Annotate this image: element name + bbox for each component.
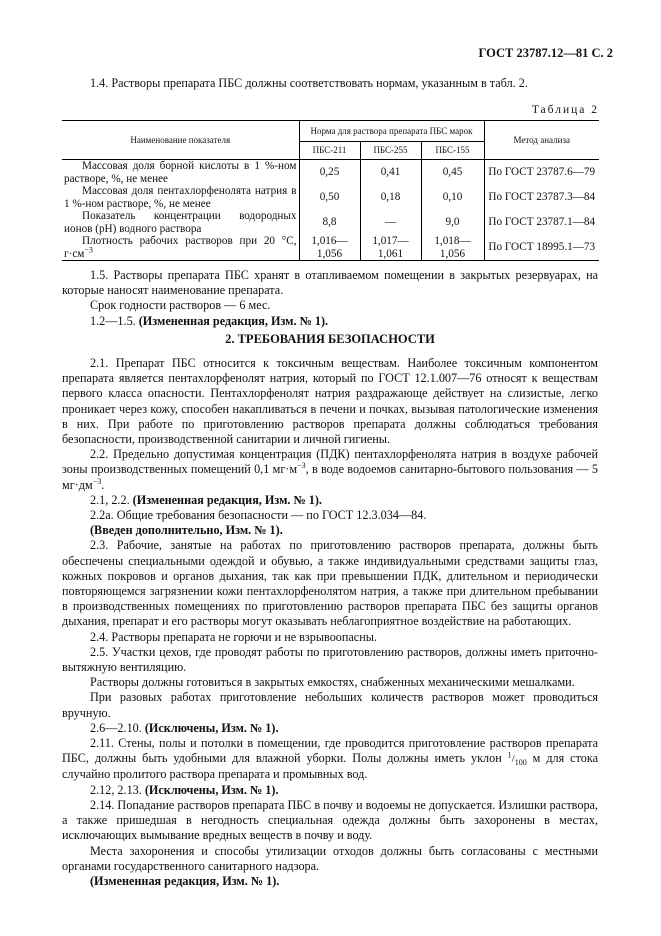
header-norm: Норма для раствора препарата ПБС марок	[299, 121, 484, 142]
table-row: Показатель концентрации водородных ионов (pH) водного раствора 8,8 — 9,0 По ГОСТ 23787.1—84	[62, 210, 599, 235]
header-grade: ПБС-255	[360, 142, 421, 160]
table-row: Плотность рабочих растворов при 20 °С, $г\cdot см^{-3}$ 1,016—1,056 1,017—1,061 1,018—1,056 По ГОСТ 18995.1—73	[62, 235, 599, 261]
paragraph: 1.4. Растворы препарата ПБС должны соответствовать нормам, указанным в табл. 2.	[90, 76, 528, 90]
header-grade: ПБС-155	[421, 142, 484, 160]
header-grade: ПБС-211	[299, 142, 360, 160]
table-row: Массовая доля пентахлорфенолята натрия в 1 %-ном растворе, %, не менее 0,50 0,18 0,10 По ГОСТ 23787.3—84	[62, 185, 599, 210]
table-row: Массовая доля борной кислоты в 1 %-ном растворе, %, не менее 0,25 0,41 0,45 По ГОСТ 23787.6—79	[62, 160, 599, 186]
header-name: Наименование показателя	[62, 121, 299, 160]
header-method: Метод анализа	[484, 121, 599, 160]
table-caption: Таблица 2	[531, 104, 599, 116]
clause-1-5: 1.5. Растворы препарата ПБС хранят в отапливаемом помещении в закрытых резервуарах, на которые наносят наименование препарата. Срок годности растворов — 6 мес. 1.2—1.5. (Измененная редакция, Изм. № 1).	[62, 268, 598, 328]
section-title: 2. ТРЕБОВАНИЯ БЕЗОПАСНОСТИ	[225, 332, 435, 346]
norms-table	[62, 120, 599, 261]
clause-1-4	[62, 76, 598, 91]
section-2-body: 2.1. Препарат ПБС относится к токсичным веществам. Наиболее токсичным компонентом препарата является пентахлорфенолят натрия, который по ГОСТ 12.1.007—76 относят к веществам первого класса опасности. Пентахлорфенолят натрия раздражающе действует на слизистые, легко проникает через кожу, способен накапливаться в печени и почках, вызывая патологические изменения в них. При работе по приготовлению растворов препарата должны соблюдаться требования безопасности, производственной санитарии и личной гигиены. 2.2. Предельно допустимая концентрация (ПДК) пентахлорфенолята натрия в воздухе рабочей зоны производственных помещений 0,1 $мг\cdot м^{-3}$, в воде водоемов санитарно-бытового пользования — 5 $мг\cdot дм^{-3}$. 2.1, 2.2. (Измененная редакция, Изм. № 1). 2.2а. Общие требования безопасности — по ГОСТ 12.3.034—84. (Введен дополнительно, Изм. № 1). 2.3. Рабочие, занятые на работах по приготовлению растворов препарата, должны быть обеспечены специальными одеждой и обувью, а также индивидуальными средствами защиты глаз, кожных покровов и органов дыхания, так как при превышении ПДК, длительном и периодически повторяющемся загрязнении кожи пентахлорфенолятом натрия, а также при длительном пребывании в производственных помещениях по приготовлению растворов препарата ПБС без защиты органов дыхания, препарат и его растворы могут оказывать неблагоприятное воздействие на работающих. 2.4. Растворы препарата не горючи и не взрывоопасны. 2.5. Участки цехов, где проводят работы по приготовлению растворов, должны иметь приточно-вытяжную вентиляцию. Растворы должны готовиться в закрытых емкостях, снабженных механическими мешалками. При разовых работах приготовление небольших количеств растворов может проводиться вручную. 2.6—2.10. (Исключены, Изм. № 1). 2.11. Стены, полы и потолки в помещении, где проводится приготовление растворов препарата ПБС, должны быть удобными для влажной уборки. Полы должны иметь уклон $^1/_{100}$ м для стока случайно пролитого раствора препарата и промывных вод. 2.12, 2.13. (Исключены, Изм. № 1). 2.14. Попадание растворов препарата ПБС в почву и водоемы не допускается. Излишки раствора, а также пришедшая в негодность специальная одежда должны быть захоронены в местах, исключающих вымывание вредных веществ в почву и воду. Места захоронения и способы утилизации отходов должны быть согласованы с местными органами государственного санитарного надзора. (Измененная редакция, Изм. № 1).	[62, 356, 598, 888]
page-header: ГОСТ 23787.12—81 С. 2	[478, 46, 613, 60]
